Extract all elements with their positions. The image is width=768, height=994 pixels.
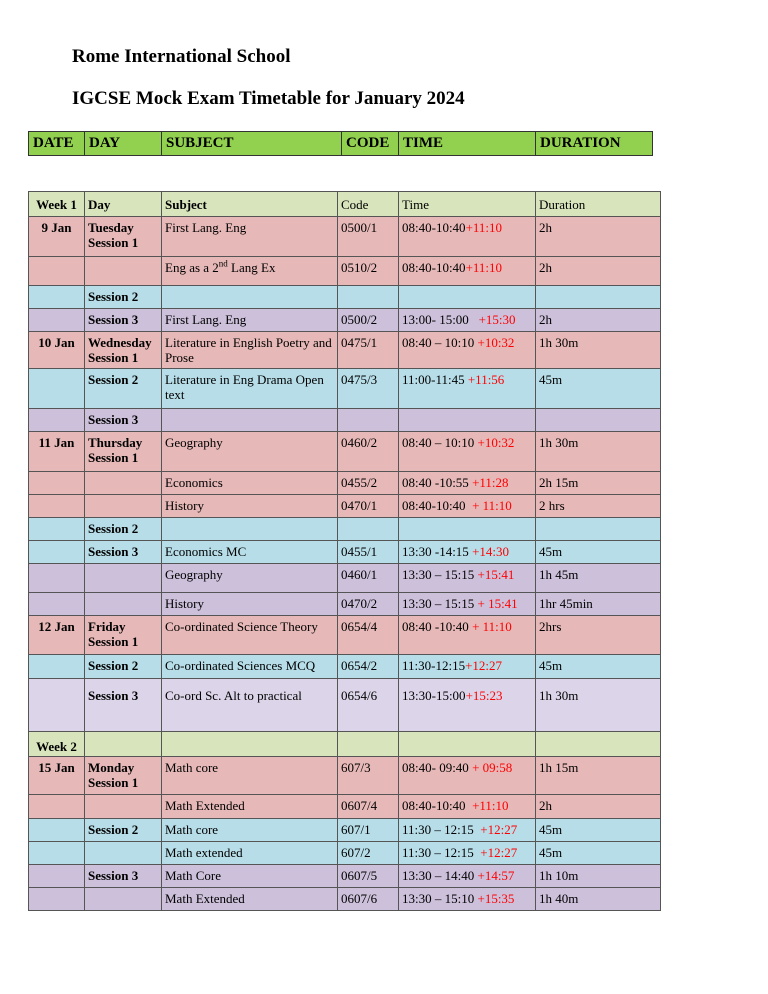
code-cell: 607/2 xyxy=(338,842,399,865)
duration-cell: 2h xyxy=(536,257,661,286)
duration-cell: 2 hrs xyxy=(536,495,661,518)
day-label: Tuesday xyxy=(88,220,134,235)
table-row xyxy=(29,795,661,819)
table-row xyxy=(29,332,661,369)
time-cell xyxy=(399,192,536,217)
table-row xyxy=(29,518,661,541)
table-row xyxy=(29,679,661,732)
table-row xyxy=(29,369,661,409)
duration-cell: 2h xyxy=(536,217,661,257)
subject-text: Subject xyxy=(165,197,207,212)
day-cell xyxy=(85,472,162,495)
table-row xyxy=(29,655,661,679)
duration-cell: 45m xyxy=(536,541,661,564)
day-label: Friday xyxy=(88,619,126,634)
code-cell: 0654/6 xyxy=(338,679,399,732)
time-cell xyxy=(399,842,536,865)
subject-cell xyxy=(162,518,338,541)
duration-cell xyxy=(536,732,661,757)
date-cell: 15 Jan xyxy=(29,757,85,795)
date-cell xyxy=(29,286,85,309)
time-text: 13:30 – 15:15 xyxy=(402,567,478,582)
session-label: Session 1 xyxy=(88,775,139,790)
subject-text: Co-ordinated Sciences MCQ xyxy=(165,658,316,673)
subject-cell xyxy=(162,495,338,518)
day-label: Monday xyxy=(88,760,135,775)
duration-cell: 45m xyxy=(536,369,661,409)
day-label: Session 2 xyxy=(88,521,139,536)
subject-text: First Lang. Eng xyxy=(165,220,247,235)
time-cell xyxy=(399,616,536,655)
time-text: 11:30 – 12:15 xyxy=(402,822,481,837)
time-cell xyxy=(399,472,536,495)
extra-time: +15:41 xyxy=(477,567,515,582)
date-cell: Week 1 xyxy=(29,192,85,217)
time-cell xyxy=(399,369,536,409)
date-cell xyxy=(29,842,85,865)
date-cell xyxy=(29,655,85,679)
day-label: Session 3 xyxy=(88,312,139,327)
subject-cell xyxy=(162,564,338,593)
subject-cell xyxy=(162,888,338,911)
day-cell xyxy=(85,795,162,819)
time-cell xyxy=(399,257,536,286)
duration-cell: 1h 45m xyxy=(536,564,661,593)
subject-tail: Lang Ex xyxy=(227,260,276,275)
date-cell: 11 Jan xyxy=(29,432,85,472)
time-text: 13:30 -14:15 xyxy=(402,544,473,559)
table-row xyxy=(29,257,661,286)
code-cell: 0460/2 xyxy=(338,432,399,472)
day-label: Session 3 xyxy=(88,868,139,883)
subject-cell xyxy=(162,732,338,757)
duration-cell: 2h xyxy=(536,309,661,332)
subject-text: Math core xyxy=(165,822,219,837)
code-cell: 0607/6 xyxy=(338,888,399,911)
duration-cell: 2h 15m xyxy=(536,472,661,495)
extra-time: +15:30 xyxy=(478,312,516,327)
subject-text: Geography xyxy=(165,567,223,582)
day-cell xyxy=(85,865,162,888)
code-cell: 0470/1 xyxy=(338,495,399,518)
duration-cell: 1h 15m xyxy=(536,757,661,795)
time-cell xyxy=(399,655,536,679)
timetable xyxy=(28,191,661,911)
subject-cell xyxy=(162,679,338,732)
time-cell xyxy=(399,518,536,541)
extra-time: + 11:10 xyxy=(472,619,512,634)
date-cell xyxy=(29,495,85,518)
day-label: Session 3 xyxy=(88,688,139,703)
session-label: Session 1 xyxy=(88,634,139,649)
banner-time: TIME xyxy=(399,132,536,156)
subject-cell xyxy=(162,369,338,409)
time-text: 13:30 – 14:40 xyxy=(402,868,478,883)
page-title: IGCSE Mock Exam Timetable for January 2024 xyxy=(72,88,465,109)
day-cell xyxy=(85,732,162,757)
time-cell xyxy=(399,286,536,309)
date-cell xyxy=(29,472,85,495)
subject-text: Math Extended xyxy=(165,798,245,813)
subject-cell xyxy=(162,192,338,217)
session-label: Session 1 xyxy=(88,350,139,365)
date-cell xyxy=(29,679,85,732)
banner-date: DATE xyxy=(29,132,85,156)
code-cell: 0510/2 xyxy=(338,257,399,286)
time-cell xyxy=(399,564,536,593)
extra-time: +11:10 xyxy=(465,260,503,275)
time-text: Time xyxy=(402,197,429,212)
time-cell xyxy=(399,309,536,332)
day-cell xyxy=(85,518,162,541)
time-cell xyxy=(399,432,536,472)
day-cell xyxy=(85,541,162,564)
day-cell xyxy=(85,217,162,257)
code-cell: 0654/2 xyxy=(338,655,399,679)
time-text: 13:30 – 15:15 xyxy=(402,596,478,611)
time-cell xyxy=(399,888,536,911)
time-text: 08:40- 09:40 xyxy=(402,760,473,775)
duration-cell: 1h 40m xyxy=(536,888,661,911)
subject-cell xyxy=(162,757,338,795)
extra-time: +11:10 xyxy=(465,220,503,235)
table-row xyxy=(29,309,661,332)
date-cell: 10 Jan xyxy=(29,332,85,369)
subject-text: Math core xyxy=(165,760,219,775)
extra-time: +14:30 xyxy=(472,544,510,559)
day-cell xyxy=(85,257,162,286)
code-cell: Code xyxy=(338,192,399,217)
table-row xyxy=(29,757,661,795)
day-cell xyxy=(85,409,162,432)
time-text: 13:00- 15:00 xyxy=(402,312,479,327)
date-cell xyxy=(29,819,85,842)
duration-cell: 1h 10m xyxy=(536,865,661,888)
date-cell xyxy=(29,257,85,286)
day-cell xyxy=(85,757,162,795)
time-text: 13:30-15:00 xyxy=(402,688,466,703)
subject-cell xyxy=(162,432,338,472)
code-cell: 0607/5 xyxy=(338,865,399,888)
date-cell xyxy=(29,309,85,332)
table-row xyxy=(29,286,661,309)
table-row xyxy=(29,541,661,564)
subject-text: Eng as a 2 xyxy=(165,260,219,275)
day-label: Thursday xyxy=(88,435,143,450)
day-cell xyxy=(85,842,162,865)
banner-subject: SUBJECT xyxy=(162,132,342,156)
subject-text: First Lang. Eng xyxy=(165,312,247,327)
date-cell xyxy=(29,409,85,432)
day-cell xyxy=(85,819,162,842)
time-text: 11:30 – 12:15 xyxy=(402,845,481,860)
time-text: 11:00-11:45 xyxy=(402,372,468,387)
subject-cell xyxy=(162,309,338,332)
subject-text: Math Extended xyxy=(165,891,245,906)
code-cell: 0470/2 xyxy=(338,593,399,616)
day-label: Session 3 xyxy=(88,412,139,427)
subject-text: Literature in Eng Drama Open text xyxy=(165,372,324,402)
duration-cell: 45m xyxy=(536,819,661,842)
table-row xyxy=(29,192,661,217)
subject-text: Math Core xyxy=(165,868,221,883)
date-cell xyxy=(29,593,85,616)
day-cell xyxy=(85,332,162,369)
subject-cell xyxy=(162,541,338,564)
table-row xyxy=(29,472,661,495)
day-label: Session 2 xyxy=(88,822,139,837)
duration-cell: 45m xyxy=(536,655,661,679)
day-cell xyxy=(85,616,162,655)
subject-text: Economics xyxy=(165,475,223,490)
subject-superscript: nd xyxy=(218,258,228,269)
subject-cell xyxy=(162,616,338,655)
day-cell xyxy=(85,495,162,518)
subject-text: History xyxy=(165,596,204,611)
date-cell xyxy=(29,369,85,409)
table-row xyxy=(29,495,661,518)
duration-cell: 1h 30m xyxy=(536,332,661,369)
time-cell xyxy=(399,541,536,564)
date-cell xyxy=(29,541,85,564)
extra-time: +11:28 xyxy=(472,475,509,490)
duration-cell: 1h 30m xyxy=(536,432,661,472)
extra-time: +12:27 xyxy=(465,658,503,673)
time-text: 08:40 – 10:10 xyxy=(402,435,478,450)
extra-time: +14:57 xyxy=(477,868,515,883)
subject-text: History xyxy=(165,498,204,513)
day-cell xyxy=(85,593,162,616)
table-row xyxy=(29,564,661,593)
time-cell xyxy=(399,819,536,842)
time-text: 08:40 -10:55 xyxy=(402,475,473,490)
code-cell xyxy=(338,409,399,432)
day-label: Wednesday xyxy=(88,335,152,350)
day-label: Session 2 xyxy=(88,658,139,673)
code-cell: 0455/1 xyxy=(338,541,399,564)
extra-time: +15:23 xyxy=(465,688,503,703)
session-label: Session 1 xyxy=(88,235,139,250)
duration-cell: 1hr 45min xyxy=(536,593,661,616)
subject-text: Math extended xyxy=(165,845,243,860)
date-cell: Week 2 xyxy=(29,732,85,757)
time-cell xyxy=(399,795,536,819)
day-label: Session 2 xyxy=(88,289,139,304)
banner-day: DAY xyxy=(85,132,162,156)
time-cell xyxy=(399,495,536,518)
duration-cell xyxy=(536,409,661,432)
day-cell xyxy=(85,369,162,409)
table-row xyxy=(29,593,661,616)
code-cell: 0460/1 xyxy=(338,564,399,593)
duration-cell: 2h xyxy=(536,795,661,819)
time-text: 08:40-10:40 xyxy=(402,498,473,513)
extra-time: +12:27 xyxy=(480,845,518,860)
code-cell: 0455/2 xyxy=(338,472,399,495)
time-text: 08:40-10:40 xyxy=(402,260,466,275)
subject-text: Geography xyxy=(165,435,223,450)
duration-cell xyxy=(536,286,661,309)
table-row xyxy=(29,732,661,757)
time-cell xyxy=(399,593,536,616)
day-label: Day xyxy=(88,197,111,212)
table-row xyxy=(29,819,661,842)
time-text: 08:40 – 10:10 xyxy=(402,335,478,350)
school-name: Rome International School xyxy=(72,46,291,67)
code-cell: 0475/1 xyxy=(338,332,399,369)
banner-duration: DURATION xyxy=(536,132,653,156)
extra-time: + 09:58 xyxy=(472,760,513,775)
column-banner xyxy=(28,131,653,156)
day-cell xyxy=(85,564,162,593)
code-cell: 0500/1 xyxy=(338,217,399,257)
extra-time: +10:32 xyxy=(477,335,515,350)
table-row xyxy=(29,409,661,432)
subject-cell xyxy=(162,257,338,286)
code-cell xyxy=(338,518,399,541)
extra-time: +10:32 xyxy=(477,435,515,450)
date-cell: 12 Jan xyxy=(29,616,85,655)
code-cell: 0500/2 xyxy=(338,309,399,332)
time-cell xyxy=(399,409,536,432)
subject-cell xyxy=(162,795,338,819)
time-text: 11:30-12:15 xyxy=(402,658,466,673)
table-row xyxy=(29,616,661,655)
code-cell: 0475/3 xyxy=(338,369,399,409)
subject-cell xyxy=(162,655,338,679)
day-cell xyxy=(85,192,162,217)
date-cell xyxy=(29,888,85,911)
subject-cell xyxy=(162,409,338,432)
table-row xyxy=(29,865,661,888)
day-cell xyxy=(85,655,162,679)
day-cell xyxy=(85,286,162,309)
table-row xyxy=(29,432,661,472)
time-text: 08:40-10:40 xyxy=(402,220,466,235)
code-cell: 0607/4 xyxy=(338,795,399,819)
day-cell xyxy=(85,309,162,332)
day-cell xyxy=(85,432,162,472)
subject-text: Co-ord Sc. Alt to practical xyxy=(165,688,302,703)
time-cell xyxy=(399,332,536,369)
date-cell xyxy=(29,564,85,593)
extra-time: +11:56 xyxy=(467,372,505,387)
extra-time: + 11:10 xyxy=(472,498,512,513)
time-text: 08:40-10:40 xyxy=(402,798,473,813)
extra-time: +11:10 xyxy=(472,798,509,813)
time-cell xyxy=(399,732,536,757)
banner-code: CODE xyxy=(342,132,399,156)
table-row xyxy=(29,217,661,257)
subject-cell xyxy=(162,217,338,257)
time-text: 08:40 -10:40 xyxy=(402,619,473,634)
day-cell xyxy=(85,679,162,732)
time-cell xyxy=(399,757,536,795)
duration-cell xyxy=(536,518,661,541)
table-row xyxy=(29,842,661,865)
subject-cell xyxy=(162,593,338,616)
date-cell xyxy=(29,865,85,888)
code-cell xyxy=(338,286,399,309)
session-label: Session 1 xyxy=(88,450,139,465)
duration-cell: 1h 30m xyxy=(536,679,661,732)
extra-time: + 15:41 xyxy=(477,596,518,611)
day-label: Session 3 xyxy=(88,544,139,559)
subject-cell xyxy=(162,472,338,495)
duration-cell: Duration xyxy=(536,192,661,217)
table-row xyxy=(29,888,661,911)
extra-time: +15:35 xyxy=(477,891,515,906)
subject-cell xyxy=(162,865,338,888)
code-cell: 607/3 xyxy=(338,757,399,795)
subject-text: Literature in English Poetry and Prose xyxy=(165,335,332,365)
time-text: 13:30 – 15:10 xyxy=(402,891,478,906)
subject-cell xyxy=(162,332,338,369)
subject-cell xyxy=(162,842,338,865)
time-cell xyxy=(399,217,536,257)
extra-time: +12:27 xyxy=(480,822,518,837)
code-cell: 0654/4 xyxy=(338,616,399,655)
time-cell xyxy=(399,865,536,888)
subject-cell xyxy=(162,286,338,309)
date-cell: 9 Jan xyxy=(29,217,85,257)
day-label: Session 2 xyxy=(88,372,139,387)
duration-cell: 45m xyxy=(536,842,661,865)
code-cell xyxy=(338,732,399,757)
time-cell xyxy=(399,679,536,732)
day-cell xyxy=(85,888,162,911)
date-cell xyxy=(29,795,85,819)
duration-cell: 2hrs xyxy=(536,616,661,655)
date-cell xyxy=(29,518,85,541)
code-cell: 607/1 xyxy=(338,819,399,842)
subject-cell xyxy=(162,819,338,842)
subject-text: Co-ordinated Science Theory xyxy=(165,619,318,634)
subject-text: Economics MC xyxy=(165,544,247,559)
